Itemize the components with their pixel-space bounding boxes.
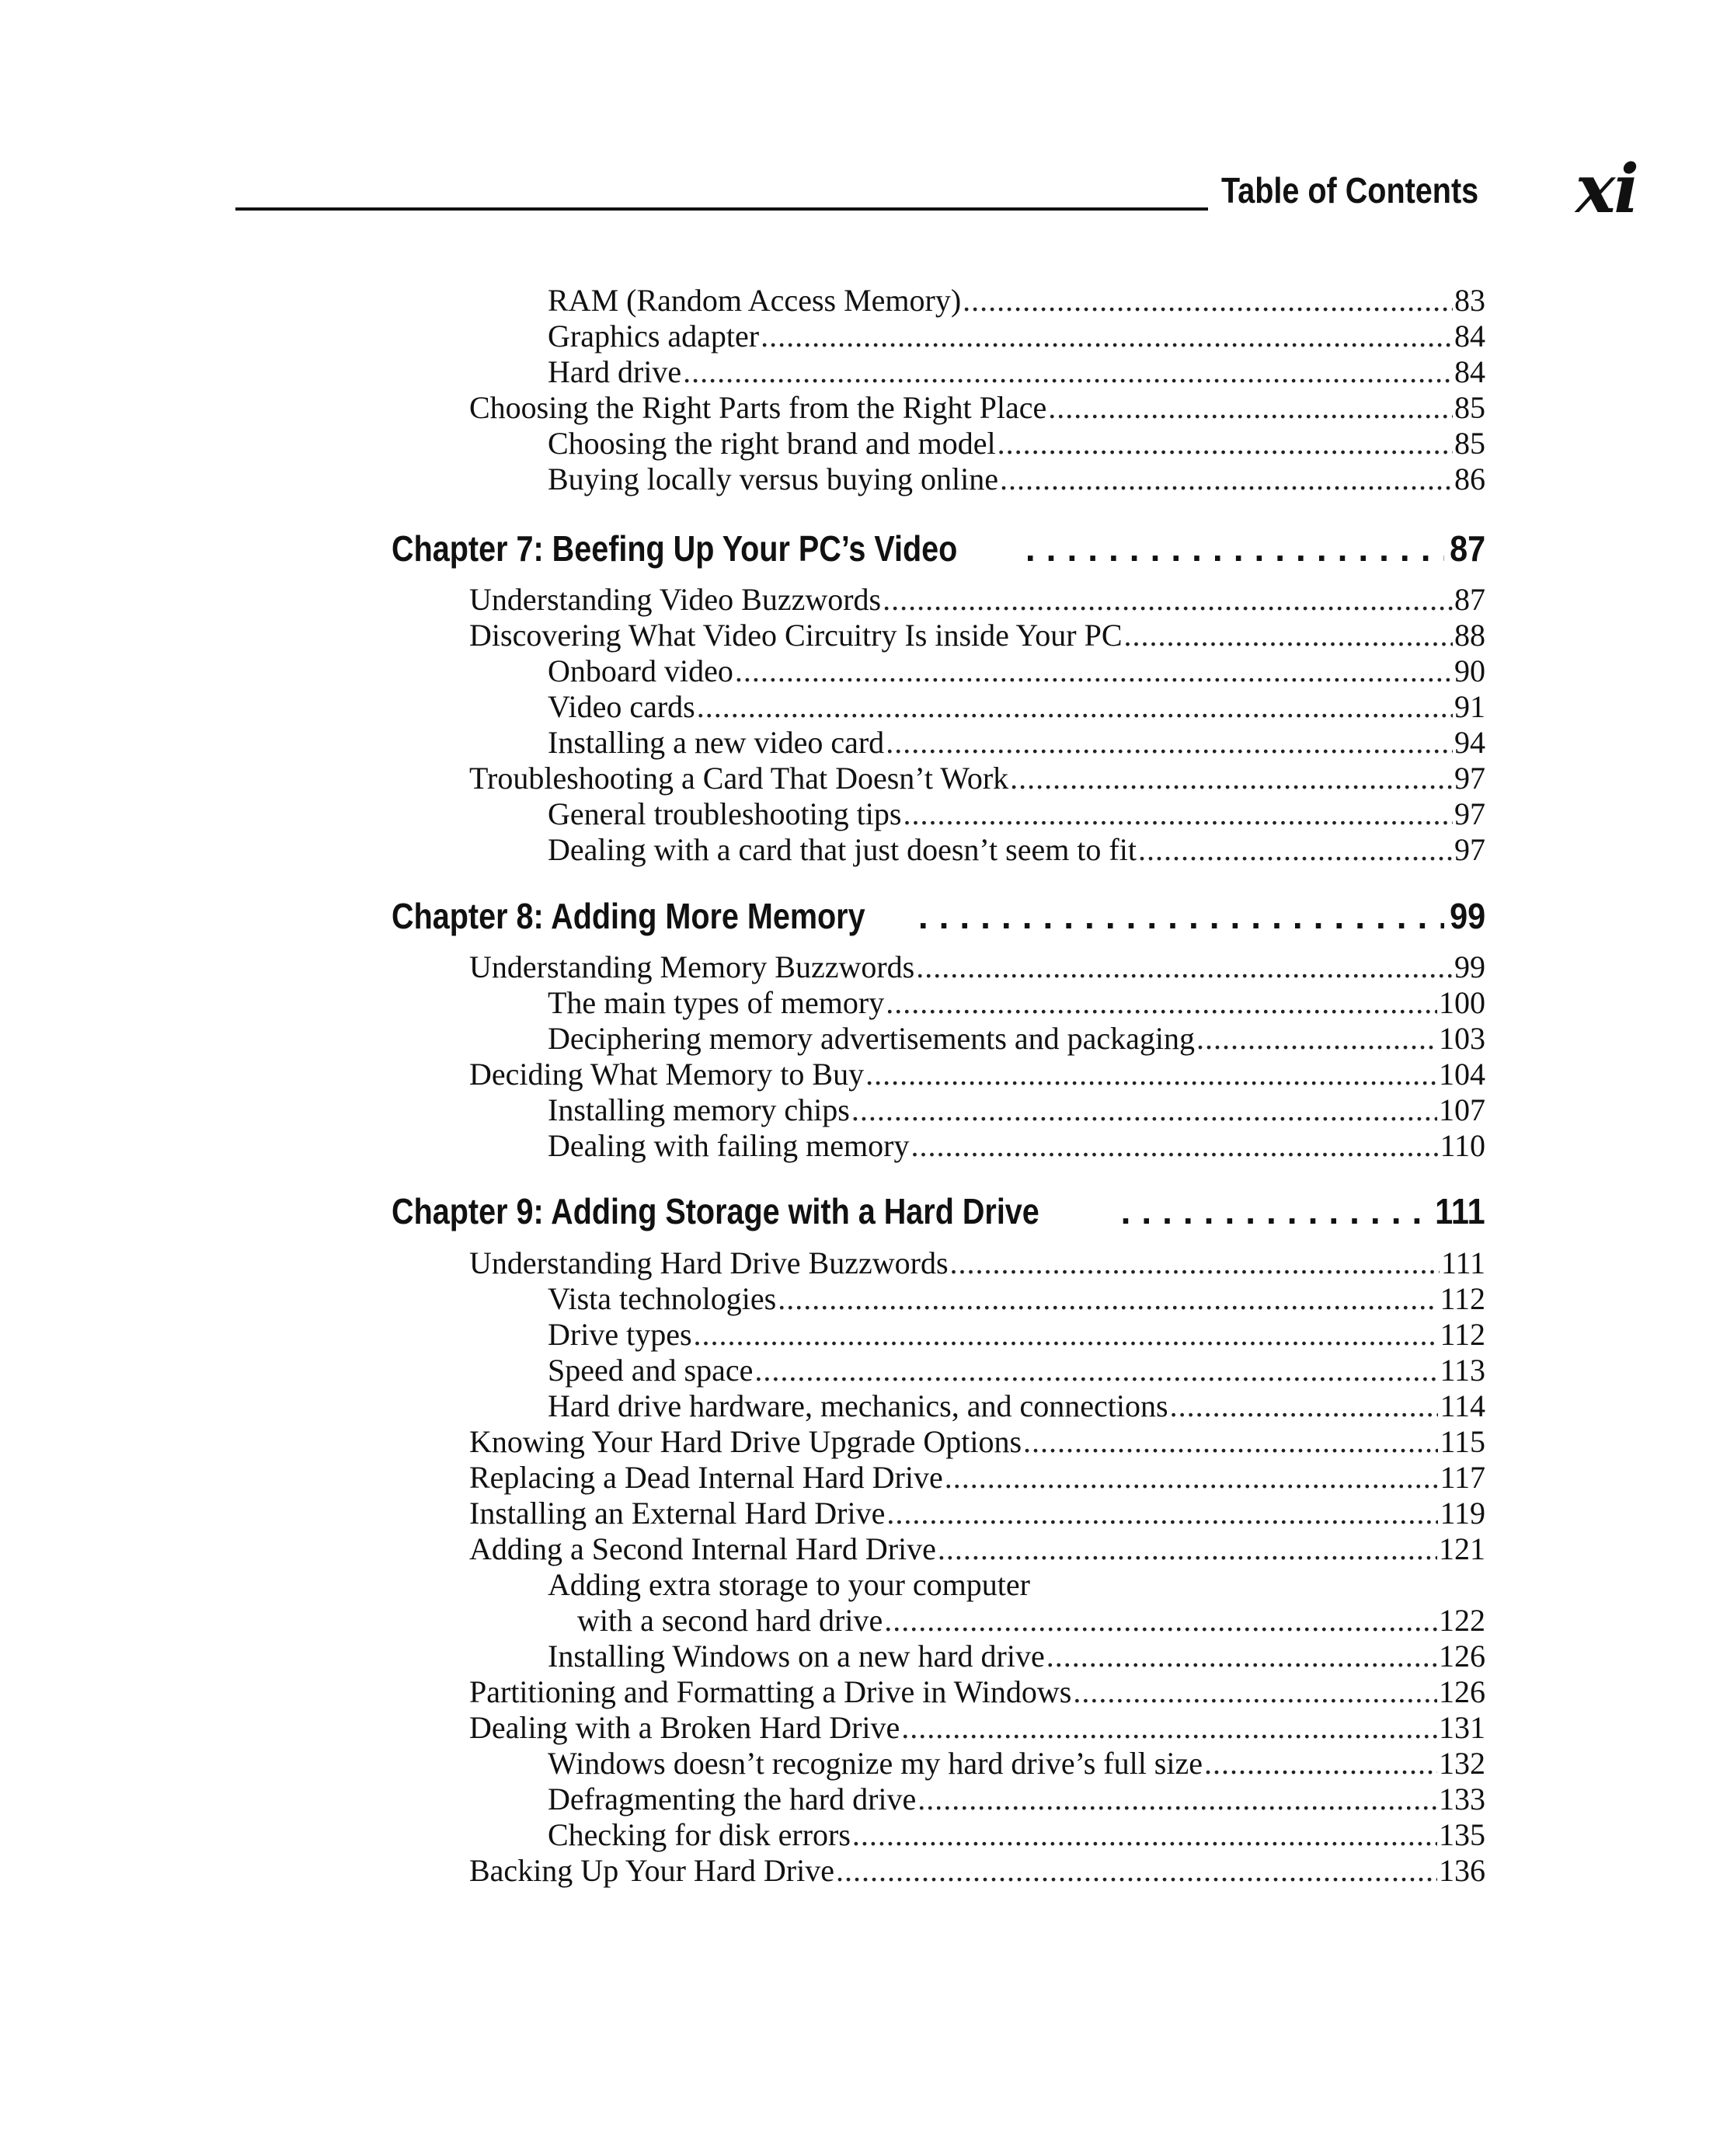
- dot-leader: [916, 949, 1453, 985]
- toc-entry-page: 133: [1439, 1782, 1485, 1816]
- chapter-heading-8[interactable]: [392, 894, 1485, 938]
- toc-entry-label: Deciphering memory advertisements and packaging: [548, 1021, 1196, 1056]
- dot-leader: [917, 1782, 1437, 1817]
- toc-entry-page: 103: [1439, 1021, 1485, 1056]
- toc-entry[interactable]: [469, 618, 1485, 653]
- toc-entry-page: 97: [1454, 796, 1485, 831]
- dot-leader: [886, 985, 1437, 1021]
- toc-entry[interactable]: [548, 1388, 1485, 1424]
- toc-entry-label: Installing Windows on a new hard drive: [548, 1639, 1045, 1674]
- toc-entry-label: Graphics adapter: [548, 319, 760, 354]
- toc-entry[interactable]: [548, 354, 1485, 390]
- toc-entry-page: 97: [1454, 832, 1485, 867]
- toc-entry[interactable]: [469, 1460, 1485, 1496]
- toc-entry-label: Dealing with a card that just doesn’t seem to fit: [548, 832, 1137, 867]
- toc-entry-page: 91: [1454, 689, 1485, 724]
- toc-entry[interactable]: [548, 1746, 1485, 1782]
- toc-entry-page: 115: [1440, 1424, 1485, 1459]
- dot-leader: [1010, 761, 1453, 796]
- toc-entry[interactable]: [548, 832, 1485, 868]
- dot-leader: [886, 725, 1453, 761]
- toc-entry[interactable]: [548, 1281, 1485, 1317]
- toc-entry-page: 100: [1439, 985, 1485, 1020]
- toc-entry[interactable]: [548, 283, 1485, 319]
- toc-entry-page: 94: [1454, 725, 1485, 760]
- toc-entry-page: 110: [1440, 1128, 1485, 1163]
- dot-leader: [1124, 618, 1453, 653]
- toc-entry-label: Installing a new video card: [548, 725, 885, 760]
- dot-leader: [1196, 1021, 1437, 1057]
- toc-entry-page: 113: [1440, 1353, 1485, 1388]
- dot-leader: [1170, 1388, 1439, 1424]
- toc-entry[interactable]: [548, 1092, 1485, 1128]
- toc-entry-label: General troubleshooting tips: [548, 796, 902, 831]
- toc-entry-page: 88: [1454, 618, 1485, 653]
- toc-entry-label: Partitioning and Formatting a Drive in Windows: [469, 1674, 1072, 1709]
- toc-entry-label: Troubleshooting a Card That Doesn’t Work: [469, 761, 1009, 796]
- toc-entry[interactable]: [548, 462, 1485, 497]
- toc-entry-label: Video cards: [548, 689, 695, 724]
- toc-entry-label: Buying locally versus buying online: [548, 462, 998, 496]
- toc-entry[interactable]: [469, 949, 1485, 985]
- toc-entry-label: Understanding Hard Drive Buzzwords: [469, 1245, 949, 1280]
- toc-entry-page: 104: [1439, 1057, 1485, 1092]
- toc-entry-page: 132: [1439, 1746, 1485, 1781]
- chapter-title: Chapter 7: Beefing Up Your PC’s Video: [392, 528, 958, 569]
- toc-entry[interactable]: [548, 985, 1485, 1021]
- chapter-heading-7[interactable]: [392, 527, 1485, 570]
- toc-entry-page: 136: [1439, 1853, 1485, 1888]
- toc-entry-label: Deciding What Memory to Buy: [469, 1057, 865, 1092]
- dot-leader: [1121, 1189, 1429, 1233]
- dot-leader: [865, 1057, 1437, 1092]
- toc-entry-page: 86: [1454, 462, 1485, 496]
- toc-entry-page: 83: [1454, 283, 1485, 318]
- toc-entry-label: The main types of memory: [548, 985, 885, 1020]
- chapter-page: 111: [1435, 1191, 1485, 1231]
- toc-entry-label: Vista technologies: [548, 1281, 777, 1316]
- dot-leader: [697, 689, 1453, 725]
- dot-leader: [735, 653, 1453, 689]
- dot-leader: [683, 354, 1453, 390]
- chapter-heading-9[interactable]: [392, 1189, 1485, 1233]
- toc-entry-label: Adding extra storage to your computer: [548, 1567, 1030, 1602]
- dot-leader: [998, 426, 1453, 462]
- toc-entry-page: 117: [1440, 1460, 1485, 1495]
- toc-entry-label: Onboard video: [548, 653, 733, 688]
- toc-entry-label: Dealing with failing memory: [548, 1128, 910, 1163]
- toc-entry[interactable]: [469, 1424, 1485, 1460]
- toc-entry-label: Knowing Your Hard Drive Upgrade Options: [469, 1424, 1022, 1459]
- toc-entry[interactable]: [548, 319, 1485, 354]
- chapter-title: Chapter 8: Adding More Memory: [392, 896, 865, 936]
- toc-entry[interactable]: [469, 1057, 1485, 1092]
- toc-entry-page: 85: [1454, 390, 1485, 425]
- page-number: xi: [1576, 150, 1638, 228]
- toc-entry-page: 84: [1454, 354, 1485, 389]
- toc-entry[interactable]: [469, 390, 1485, 426]
- toc-entry-label: Installing an External Hard Drive: [469, 1496, 886, 1531]
- toc-entry-page: 87: [1454, 582, 1485, 617]
- toc-entry-label: Installing memory chips: [548, 1092, 850, 1127]
- dot-leader: [1048, 390, 1453, 426]
- running-header-title: Table of Contents: [1221, 170, 1479, 211]
- toc-entry[interactable]: [469, 582, 1485, 618]
- toc-entry[interactable]: [469, 1496, 1485, 1531]
- toc-entry[interactable]: [548, 1317, 1485, 1353]
- dot-leader: [963, 283, 1453, 319]
- dot-leader: [761, 319, 1453, 354]
- toc-entry-label: RAM (Random Access Memory): [548, 283, 962, 318]
- toc-entry-label: Choosing the right brand and model: [548, 426, 996, 461]
- toc-entry-label: Hard drive: [548, 354, 682, 389]
- header-rule: [235, 207, 1208, 211]
- toc-entry-page: 121: [1439, 1531, 1485, 1566]
- dot-leader: [754, 1353, 1438, 1388]
- dot-leader: [778, 1281, 1438, 1317]
- toc-entry-page: 112: [1440, 1281, 1485, 1316]
- dot-leader: [950, 1245, 1440, 1281]
- dot-leader: [1023, 1424, 1438, 1460]
- toc-entry-page: 111: [1440, 1245, 1485, 1280]
- toc-entry-page: 114: [1440, 1388, 1485, 1423]
- toc-entry-page: 90: [1454, 653, 1485, 688]
- toc-entry[interactable]: [548, 1817, 1485, 1853]
- dot-leader: [851, 1092, 1437, 1128]
- toc-entry-page: 126: [1439, 1639, 1485, 1674]
- toc-entry-label: Discovering What Video Circuitry Is inside Your PC: [469, 618, 1123, 653]
- toc-entry-label: Windows doesn’t recognize my hard drive’s full size: [548, 1746, 1203, 1781]
- toc-entry[interactable]: [548, 653, 1485, 689]
- toc-entry[interactable]: [548, 1021, 1485, 1057]
- toc-entry[interactable]: [469, 1531, 1485, 1567]
- toc-entry[interactable]: [469, 761, 1485, 796]
- toc-entry[interactable]: [469, 1710, 1485, 1746]
- dot-leader: [910, 1128, 1438, 1164]
- toc-entry-page: 135: [1439, 1817, 1485, 1852]
- toc-entry-label: Adding a Second Internal Hard Drive: [469, 1531, 936, 1566]
- toc-entry-page: 85: [1454, 426, 1485, 461]
- toc-entry[interactable]: [469, 1245, 1485, 1281]
- toc-entry-page: 84: [1454, 319, 1485, 354]
- dot-leader: [918, 894, 1444, 938]
- chapter-title: Chapter 9: Adding Storage with a Hard Drive: [392, 1191, 1039, 1231]
- toc-entry-page: 119: [1440, 1496, 1485, 1531]
- toc-entry[interactable]: [548, 1353, 1485, 1388]
- dot-leader: [694, 1317, 1439, 1353]
- toc-entry[interactable]: [548, 725, 1485, 761]
- toc-entry-label: Backing Up Your Hard Drive: [469, 1853, 834, 1888]
- dot-leader: [1204, 1746, 1437, 1782]
- toc-entry[interactable]: [548, 1782, 1485, 1817]
- dot-leader: [1025, 527, 1444, 570]
- dot-leader: [901, 1710, 1437, 1746]
- dot-leader: [1000, 462, 1453, 497]
- dot-leader: [945, 1460, 1439, 1496]
- toc-entry-page: 131: [1439, 1710, 1485, 1745]
- toc-entry-label: Hard drive hardware, mechanics, and connections: [548, 1388, 1168, 1423]
- toc-entry-label: Defragmenting the hard drive: [548, 1782, 917, 1816]
- toc-entry-label: Understanding Memory Buzzwords: [469, 949, 915, 984]
- toc-entry[interactable]: [548, 689, 1485, 725]
- dot-leader: [836, 1853, 1437, 1889]
- toc-entry-label: Choosing the Right Parts from the Right Place: [469, 390, 1047, 425]
- toc-entry-page: 99: [1454, 949, 1485, 984]
- toc-entry-page: 122: [1439, 1603, 1485, 1638]
- toc-entry-label: with a second hard drive: [577, 1603, 883, 1638]
- chapter-page: 87: [1449, 528, 1485, 569]
- toc-entry[interactable]: [548, 796, 1485, 832]
- chapter-page: 99: [1449, 896, 1485, 936]
- dot-leader: [903, 796, 1453, 832]
- dot-leader: [938, 1531, 1437, 1567]
- dot-leader: [1138, 832, 1453, 868]
- toc-entry-page: 112: [1440, 1317, 1485, 1352]
- toc-entry[interactable]: [469, 1853, 1485, 1889]
- toc-entry[interactable]: [577, 1603, 1485, 1639]
- toc-entry-page: 126: [1439, 1674, 1485, 1709]
- toc-entry-label: Speed and space: [548, 1353, 754, 1388]
- dot-leader: [852, 1817, 1437, 1853]
- toc-entry[interactable]: [469, 1674, 1485, 1710]
- dot-leader: [884, 1603, 1437, 1639]
- toc-entry[interactable]: [548, 1639, 1485, 1674]
- dot-leader: [886, 1496, 1438, 1531]
- toc-entry-label: Checking for disk errors: [548, 1817, 851, 1852]
- toc-entry-label: Drive types: [548, 1317, 692, 1352]
- dot-leader: [1073, 1674, 1437, 1710]
- toc-entry-wrapped-line[interactable]: [548, 1567, 1030, 1603]
- toc-entry[interactable]: [548, 426, 1485, 462]
- dot-leader: [1046, 1639, 1437, 1674]
- toc-entry-page: 107: [1439, 1092, 1485, 1127]
- toc-entry-page: 97: [1454, 761, 1485, 796]
- toc-entry-label: Dealing with a Broken Hard Drive: [469, 1710, 900, 1745]
- toc-entry[interactable]: [548, 1128, 1485, 1164]
- dot-leader: [883, 582, 1453, 618]
- toc-entry-label: Understanding Video Buzzwords: [469, 582, 882, 617]
- toc-entry-label: Replacing a Dead Internal Hard Drive: [469, 1460, 943, 1495]
